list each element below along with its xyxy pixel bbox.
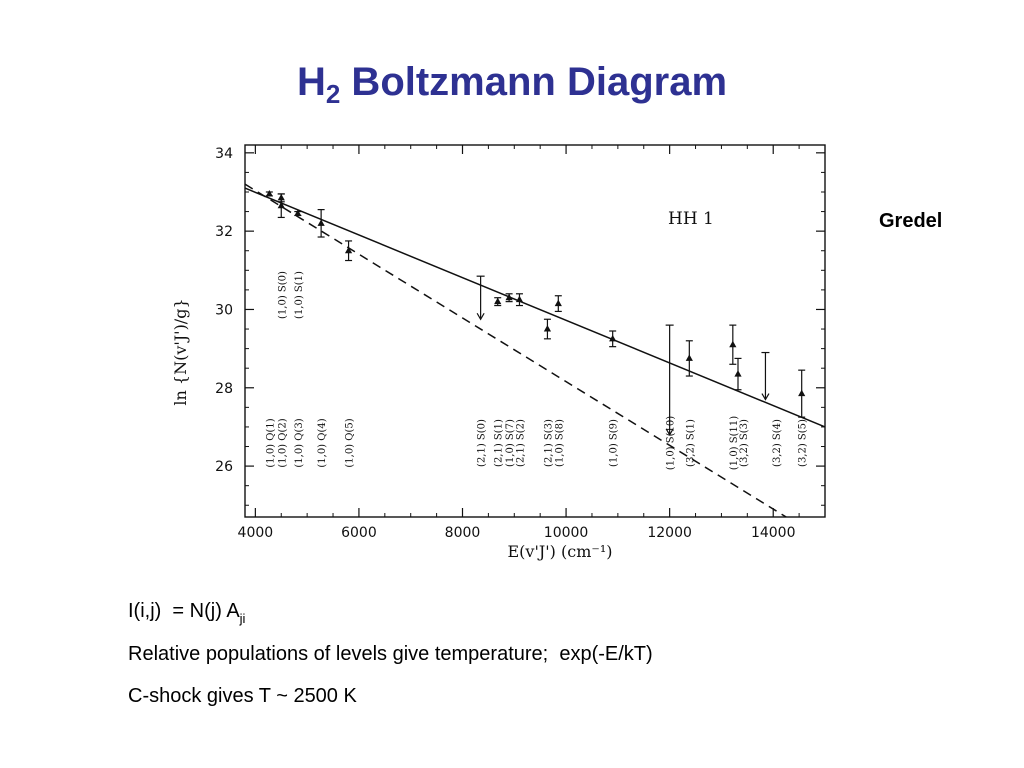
data-points — [266, 190, 806, 435]
level-label: (1,0) Q(4) — [317, 418, 329, 468]
level-label: (1,0) S(0) — [277, 271, 289, 319]
level-label: (1,0) S(8) — [554, 419, 566, 467]
title-main: H — [296, 60, 326, 104]
data-point — [494, 298, 501, 305]
title-subscript: 2 — [325, 79, 341, 109]
y-tick-label: 34 — [215, 145, 233, 162]
data-point — [798, 390, 805, 397]
level-label: (3,2) S(1) — [685, 419, 697, 467]
level-label: (1,0) S(11) — [728, 415, 740, 471]
y-tick-label: 28 — [215, 380, 233, 397]
data-point — [734, 370, 741, 377]
data-point — [555, 300, 562, 307]
level-label: (2,1) S(2) — [515, 419, 527, 467]
level-label: (1,0) S(1) — [293, 271, 305, 319]
cshock-note: C-shock gives T ~ 2500 K — [128, 685, 357, 707]
level-labels — [265, 271, 808, 470]
y-axis-label: ln {N(v'J')/g} — [171, 298, 190, 406]
slide-title — [0, 60, 1024, 110]
x-axis-label: E(v'J') (cm⁻¹) — [507, 542, 613, 561]
x-tick-label: 4000 — [237, 525, 274, 541]
x-tick-label: 10000 — [543, 525, 589, 541]
data-point — [266, 190, 273, 197]
level-label: (1,0) Q(5) — [344, 418, 356, 468]
y-tick-label: 32 — [215, 224, 233, 241]
level-label: (2,1) S(3) — [543, 419, 555, 467]
level-label: (2,1) S(0) — [476, 419, 488, 467]
level-label: (2,1) S(1) — [493, 419, 505, 467]
level-label: (1,0) S(10) — [665, 415, 677, 471]
level-label: (3,2) S(5) — [797, 419, 809, 467]
data-point — [516, 296, 523, 303]
fit-line-solid — [245, 188, 825, 427]
equation-text: I(i,j) = N(j) A — [128, 600, 240, 622]
data-point — [506, 294, 513, 301]
level-label: (1,0) Q(1) — [265, 418, 277, 468]
level-label: (3,2) S(3) — [739, 419, 751, 467]
level-label: (1,0) S(7) — [505, 419, 517, 467]
level-label: (3,2) S(4) — [771, 419, 783, 467]
level-label: (1,0) Q(2) — [277, 418, 289, 468]
level-label: (1,0) Q(3) — [293, 418, 305, 468]
chart-annotation: HH 1 — [668, 209, 714, 229]
populations-note: Relative populations of levels give temperature; exp(-E/kT) — [128, 643, 653, 665]
x-tick-label: 12000 — [647, 525, 692, 541]
x-tick-label: 14000 — [750, 525, 796, 541]
level-label: (1,0) S(9) — [608, 419, 620, 467]
title-rest: Boltzmann Diagram — [340, 60, 728, 104]
credit-label: Gredel — [879, 210, 943, 232]
equation-line — [128, 600, 245, 626]
boltzmann-chart — [160, 120, 860, 580]
equation-subscript: ji — [239, 611, 246, 626]
x-tick-label: 6000 — [341, 525, 377, 541]
data-point — [729, 341, 736, 348]
data-point — [686, 354, 693, 361]
y-tick-label: 30 — [215, 302, 233, 319]
x-tick-label: 8000 — [444, 525, 481, 541]
data-point — [544, 325, 551, 332]
y-tick-label: 26 — [215, 459, 233, 476]
